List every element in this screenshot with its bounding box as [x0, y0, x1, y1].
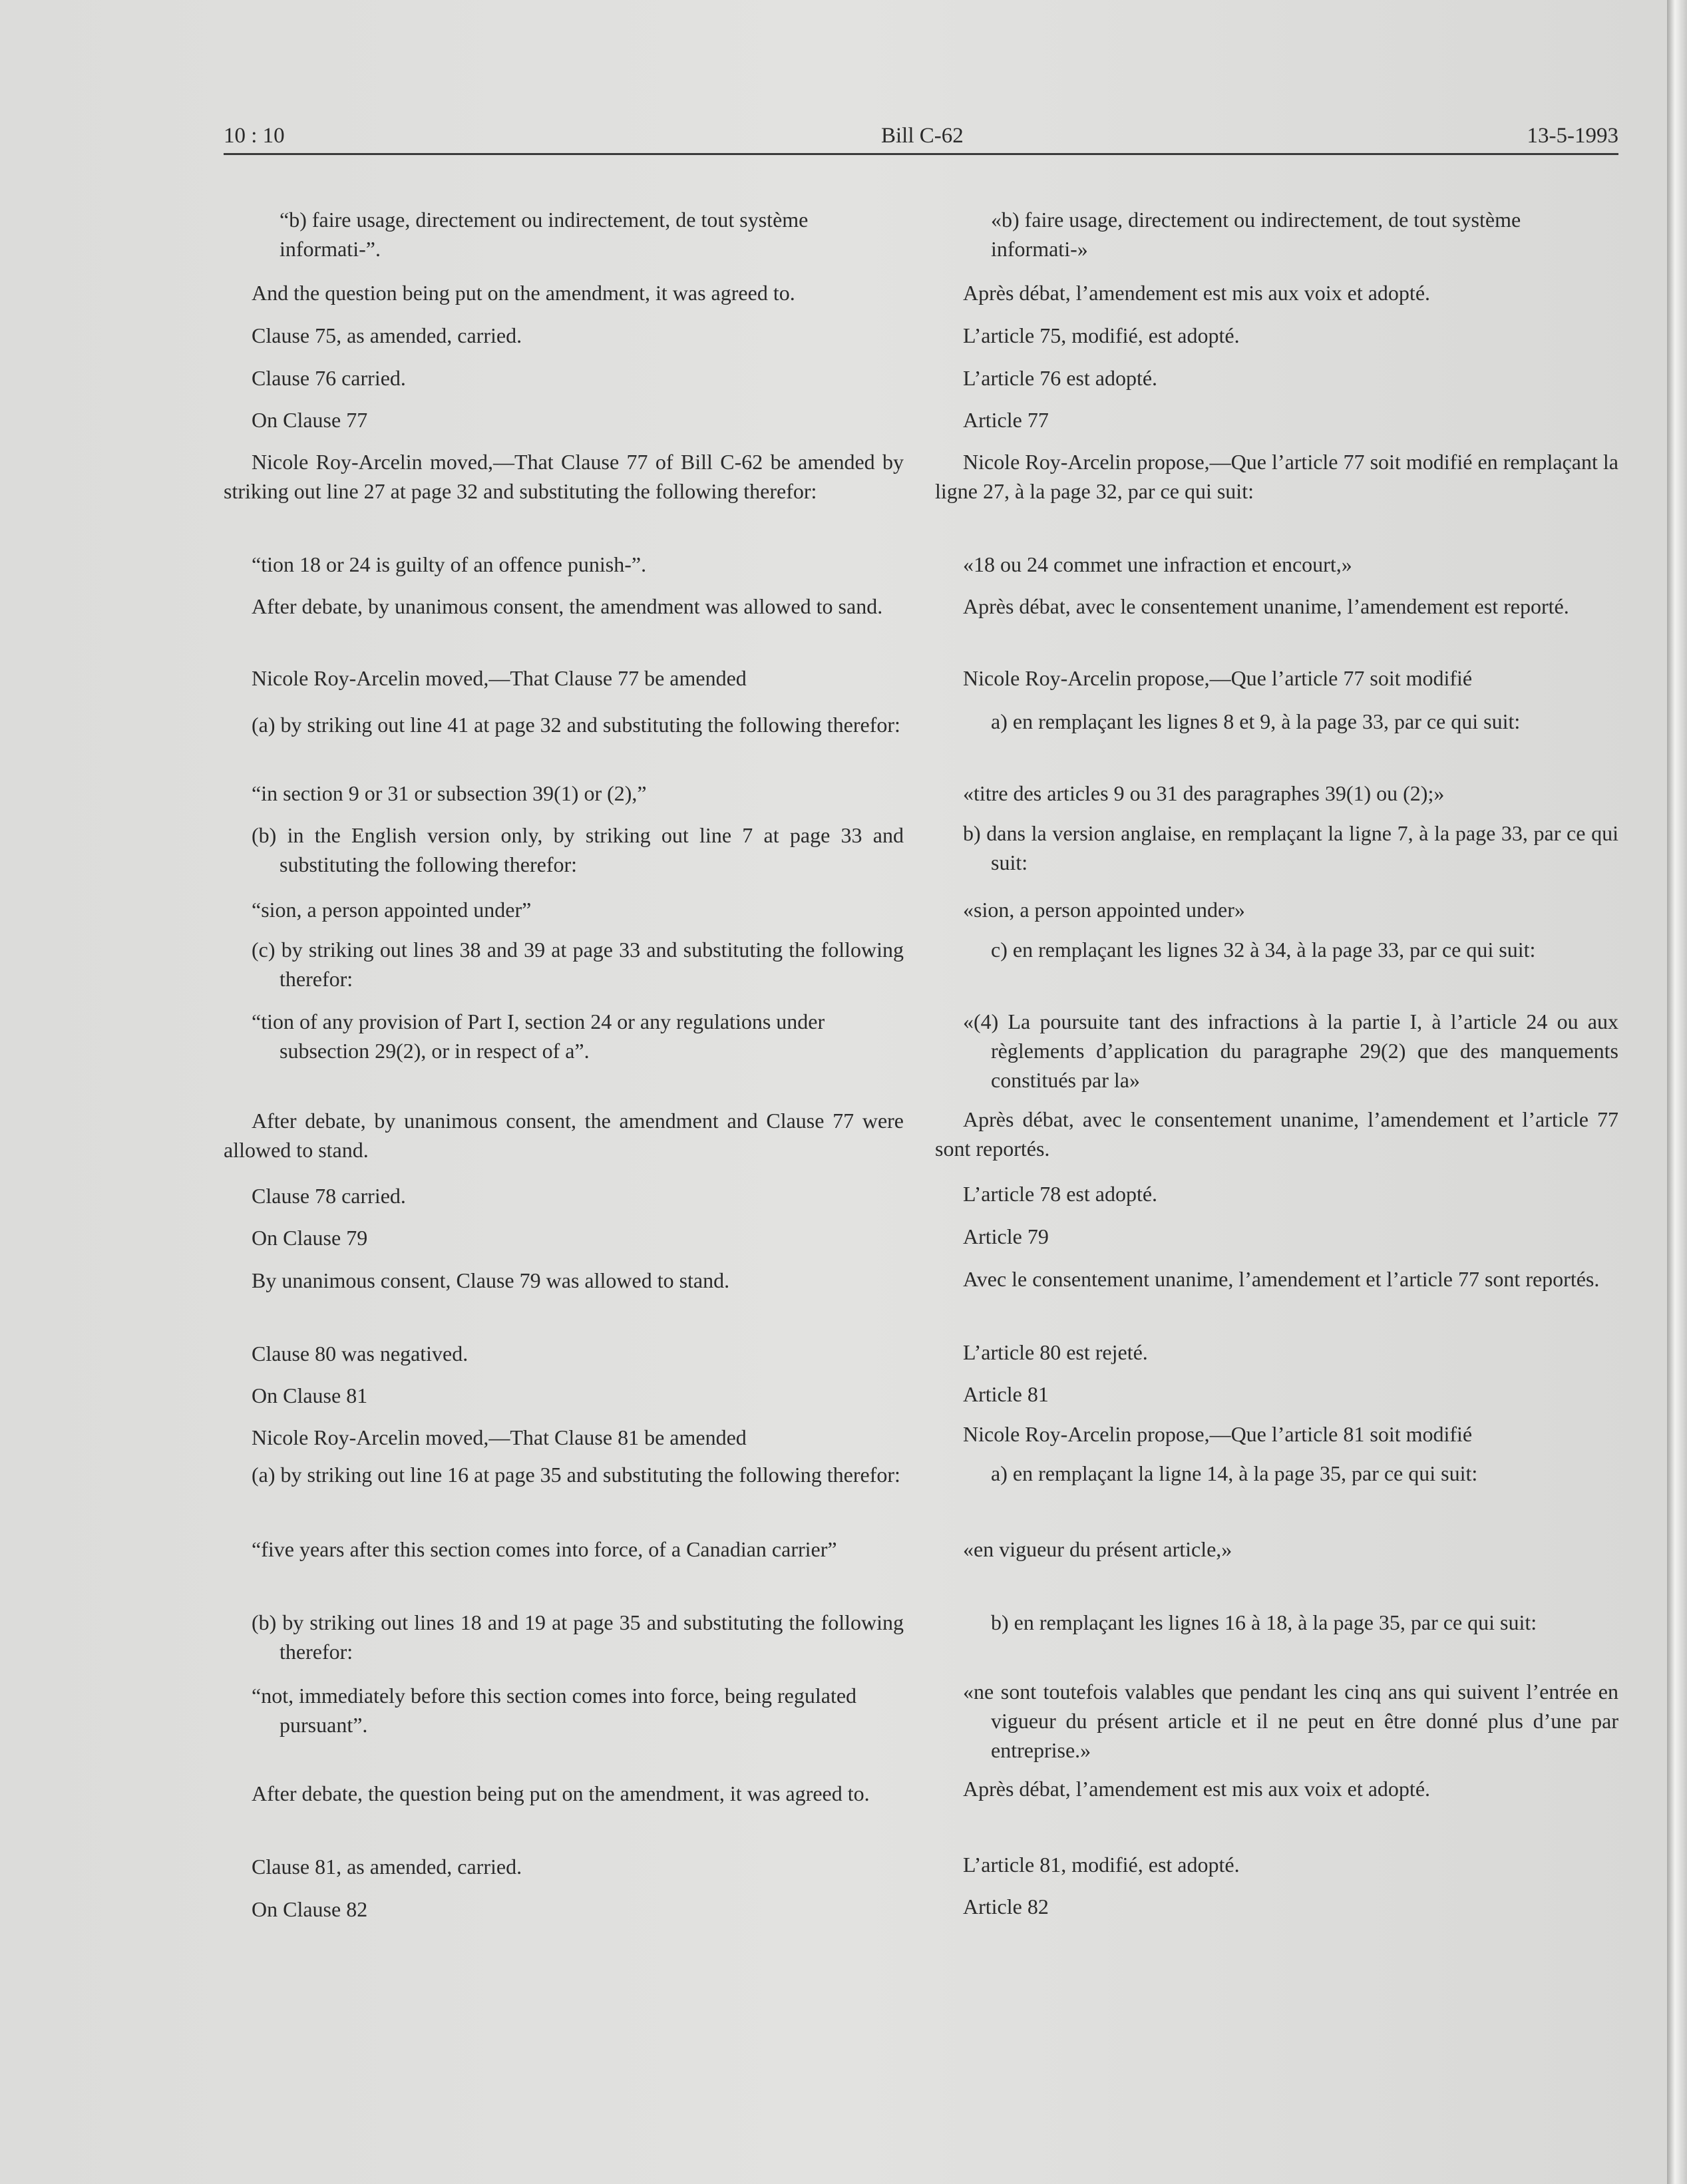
paragraph: L’article 78 est adopté. [963, 1182, 1158, 1206]
quoted-text: “in section 9 or 31 or subsection 39(1) or (2),” [252, 781, 647, 805]
page-header [224, 124, 1618, 157]
motion-paragraph: Nicole Roy-Arcelin moved,—That Clause 81 be amended [252, 1425, 747, 1449]
paragraph: L’article 80 est rejeté. [963, 1340, 1148, 1364]
motion-paragraph: Nicole Roy-Arcelin propose,—Que l’article 77 soit modifié [963, 666, 1473, 690]
paragraph: Après débat, l’amendement est mis aux voix et adopté. [963, 281, 1431, 305]
quoted-text: «18 ou 24 commet une infraction et encourt,» [963, 552, 1352, 576]
clause-heading: On Clause 79 [252, 1226, 368, 1250]
amendment-item: (b) by striking out lines 18 and 19 at page 35 and substituting the following therefor: [252, 1610, 904, 1664]
clause-heading: Article 79 [963, 1224, 1049, 1248]
paragraph: Clause 81, as amended, carried. [252, 1855, 522, 1879]
paragraph: By unanimous consent, Clause 79 was allowed to stand. [252, 1268, 730, 1292]
paragraph: Après débat, avec le consentement unanime, l’amendement est reporté. [963, 594, 1569, 618]
amendment-item: c) en remplaçant les lignes 32 à 34, à la page 33, par ce qui suit: [991, 938, 1536, 962]
quoted-text: “sion, a person appointed under” [252, 898, 532, 922]
header-rule [224, 153, 1618, 155]
clause-heading: On Clause 77 [252, 408, 368, 432]
paragraph: Clause 75, as amended, carried. [252, 323, 522, 347]
clause-heading: Article 77 [963, 408, 1049, 432]
bill-title: Bill C-62 [881, 124, 964, 148]
amendment-item: b) dans la version anglaise, en remplaçant la ligne 7, à la page 33, par ce qui suit: [963, 821, 1618, 874]
paragraph: Clause 76 carried. [252, 366, 406, 390]
paragraph: Clause 80 was negatived. [252, 1342, 469, 1365]
paragraph: After debate, the question being put on the amendment, it was agreed to. [252, 1781, 870, 1805]
quoted-text: «b) faire usage, directement ou indirectement, de tout système informati-» [991, 208, 1521, 261]
page-number: 10 : 10 [224, 124, 285, 148]
paragraph: Clause 78 carried. [252, 1184, 406, 1208]
quoted-text: “b) faire usage, directement ou indirectement, de tout système informati-”. [280, 208, 809, 261]
amendment-item: (b) in the English version only, by striking out line 7 at page 33 and substituting the following therefor: [252, 823, 904, 876]
amendment-item: (c) by striking out lines 38 and 39 at page 33 and substituting the following therefor: [252, 938, 904, 991]
paragraph: L’article 76 est adopté. [963, 366, 1158, 390]
clause-heading: Article 82 [963, 1895, 1049, 1918]
quoted-text: «sion, a person appointed under» [963, 898, 1245, 922]
amendment-item: a) en remplaçant la ligne 14, à la page 35, par ce qui suit: [991, 1461, 1478, 1485]
paragraph: L’article 81, modifié, est adopté. [963, 1853, 1240, 1877]
page-edge [1667, 0, 1687, 2184]
quoted-text: «en vigueur du présent article,» [963, 1537, 1232, 1561]
quoted-text: «titre des articles 9 ou 31 des paragraphes 39(1) ou (2);» [963, 781, 1445, 805]
paragraph: Après débat, avec le consentement unanime, l’amendement et l’article 77 sont reportés. [935, 1107, 1618, 1161]
paragraph: Avec le consentement unanime, l’amendement et l’article 77 sont reportés. [963, 1267, 1600, 1291]
amendment-item: a) en remplaçant les lignes 8 et 9, à la page 33, par ce qui suit: [991, 709, 1521, 733]
paragraph: Après débat, l’amendement est mis aux voix et adopté. [963, 1777, 1431, 1801]
header-date: 13-5-1993 [1527, 124, 1618, 148]
motion-paragraph: Nicole Roy-Arcelin propose,—Que l’article 81 soit modifié [963, 1422, 1473, 1446]
paragraph: After debate, by unanimous consent, the amendment and Clause 77 were allowed to stand. [224, 1109, 904, 1162]
quoted-text: “tion 18 or 24 is guilty of an offence punish-”. [252, 552, 647, 576]
amendment-item: b) en remplaçant les lignes 16 à 18, à la page 35, par ce qui suit: [991, 1610, 1537, 1634]
motion-paragraph: Nicole Roy-Arcelin moved,—That Clause 77 be amended [252, 666, 747, 690]
clause-heading: On Clause 82 [252, 1897, 368, 1921]
motion-paragraph: Nicole Roy-Arcelin propose,—Que l’article 77 soit modifié en remplaçant la ligne 27, à la page 32, par ce qui suit: [935, 450, 1618, 503]
quoted-text: «(4) La poursuite tant des infractions à la partie I, à l’article 24 ou aux règlements d’application du paragraphe 29(2) que des manquements constitués par la» [963, 1009, 1618, 1092]
paragraph: After debate, by unanimous consent, the amendment was allowed to sand. [252, 594, 883, 618]
quoted-text: «ne sont toutefois valables que pendant les cinq ans qui suivent l’entrée en vigueur du présent article et il ne peut en être donné plus d’une par entreprise.» [963, 1680, 1618, 1762]
quoted-text: “five years after this section comes into force, of a Canadian carrier” [252, 1537, 837, 1561]
quoted-text: “not, immediately before this section comes into force, being regulated pursuant”. [252, 1684, 857, 1737]
amendment-item: (a) by striking out line 16 at page 35 and substituting the following therefor: [252, 1463, 900, 1487]
paragraph: L’article 75, modifié, est adopté. [963, 323, 1240, 347]
clause-heading: On Clause 81 [252, 1383, 368, 1407]
motion-paragraph: Nicole Roy-Arcelin moved,—That Clause 77 of Bill C-62 be amended by striking out line 27 at page 32 and substituting the following therefor: [224, 450, 904, 503]
quoted-text: “tion of any provision of Part I, section 24 or any regulations under subsection 29(2), or in respect of a”. [252, 1009, 825, 1063]
clause-heading: Article 81 [963, 1382, 1049, 1406]
paragraph: And the question being put on the amendment, it was agreed to. [252, 281, 795, 305]
amendment-item: (a) by striking out line 41 at page 32 and substituting the following therefor: [252, 713, 900, 737]
